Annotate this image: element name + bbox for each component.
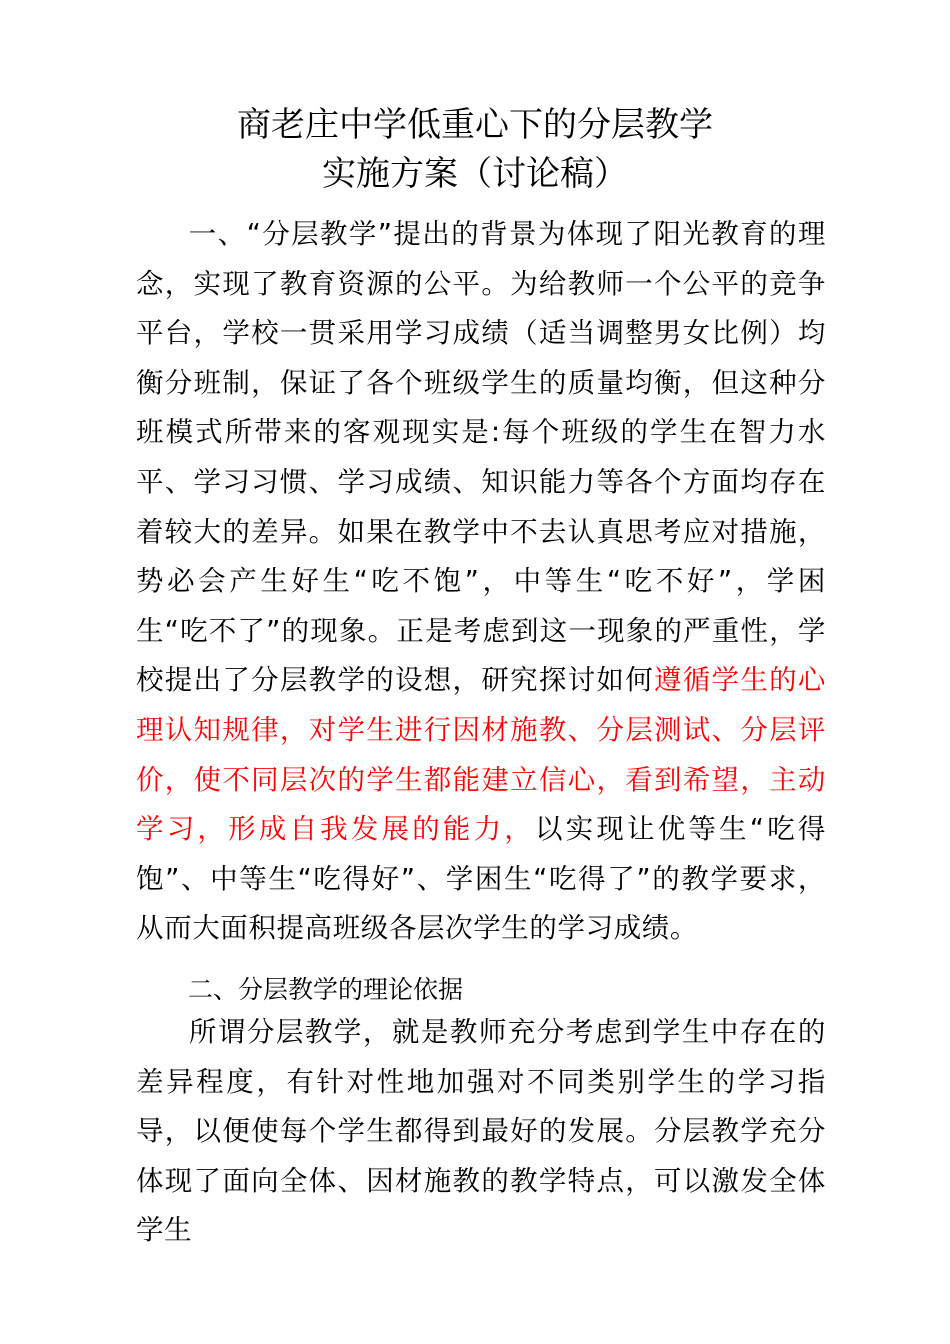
section-2-text: 所谓分层教学，就是教师充分考虑到学生中存在的差异程度，有针对性地加强对不同类别学生的学习指导，以便使每个学生都得到最好的发展。分层教学充分体现了面向全体、因材施教的教学特点，可以激发全体学生 [136, 1016, 826, 1247]
section-1-text-before: 一、“分层教学”提出的背景为体现了阳光教育的理念，实现了教育资源的公平。为给教师一个公平的竞争平台，学校一贯采用学习成绩（适当调整男女比例）均衡分班制，保证了各个班级学生的质量均衡，但这种分班模式所带来的客观现实是:每个班级的学生在智力水平、学习习惯、学习成绩、知识能力等各个方面均存在着较大的差异。如果在教学中不去认真思考应对措施，势必会产生好生“吃不饱”，中等生“吃不好”，学困生“吃不了”的现象。正是考虑到这一现象的严重性，学校提出了分层教学的设想，研究探讨如何 [136, 218, 826, 697]
document-title-line-1: 商老庄中学低重心下的分层教学 [237, 105, 713, 145]
document-title-line-2: 实施方案（讨论稿） [322, 154, 628, 194]
section-1-paragraph [136, 210, 826, 954]
section-1-highlighted-text: 遵循学生的心理认知规律，对学生进行因材施教、分层测试、分层评价，使不同层次的学生都能建立信心，看到希望，主动学习，形成自我发展的能力， [136, 664, 826, 846]
section-2-paragraph [136, 1008, 826, 1256]
section-2-heading: 二、分层教学的理论依据 [188, 975, 464, 1004]
section-1-text-after: 以实现让优等生“吃得饱”、中等生“吃得好”、学困生“吃得了”的教学要求，从而大面积提高班级各层次学生的学习成绩。 [136, 813, 826, 945]
